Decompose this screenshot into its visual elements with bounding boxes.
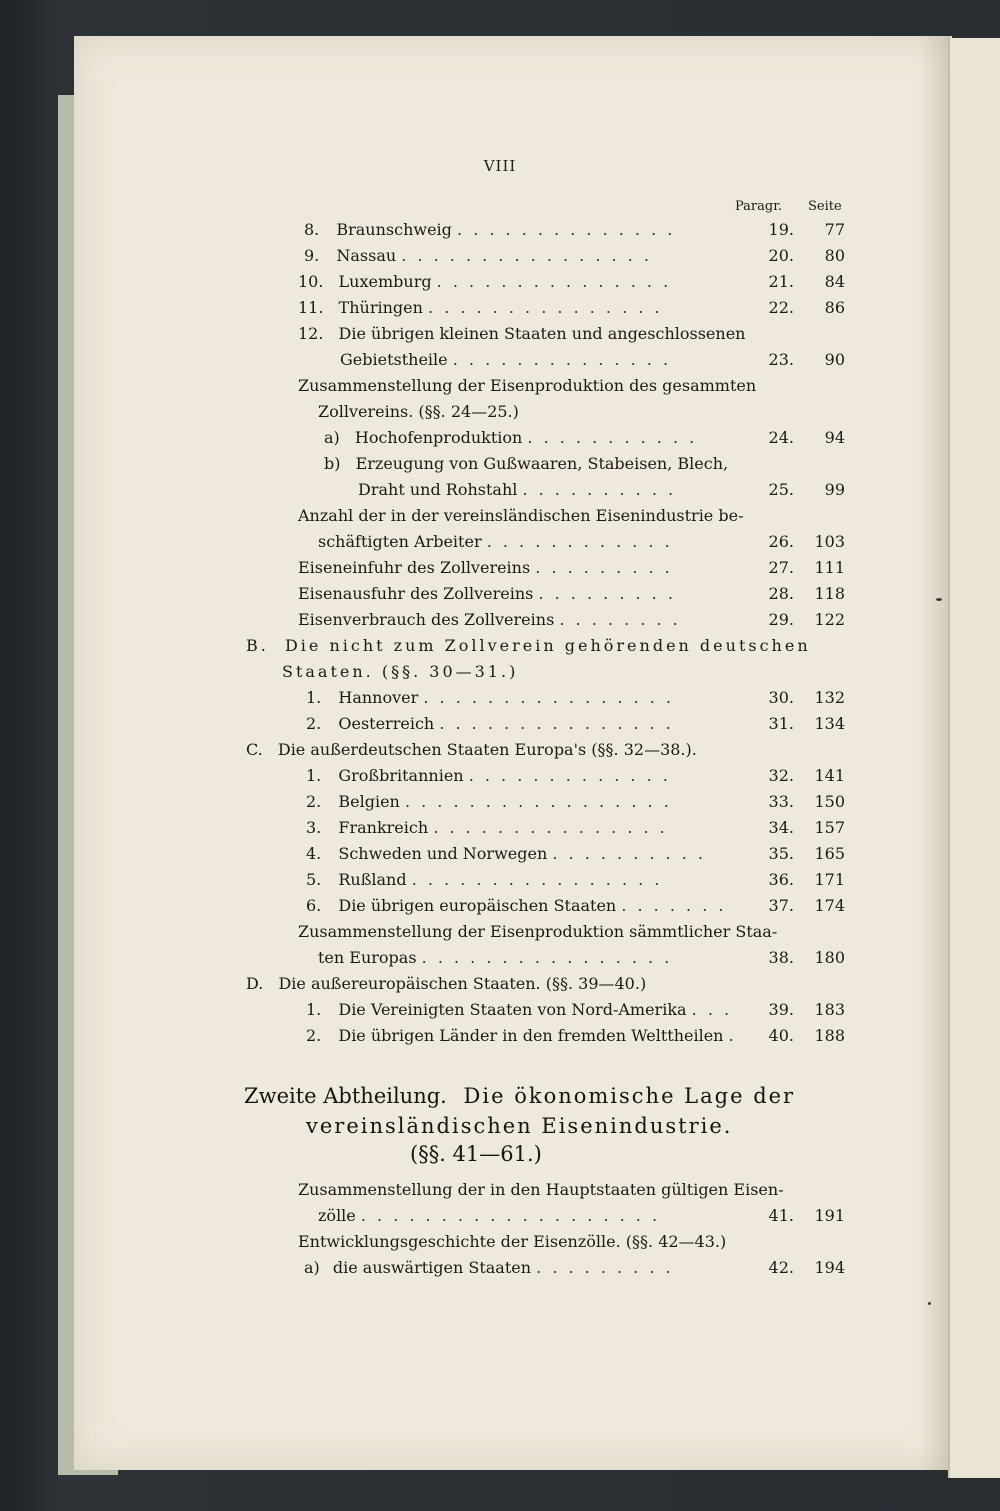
section-label: D. — [246, 974, 264, 993]
entry-text: Hannover — [338, 688, 419, 707]
entry-text: Die übrigen Länder in den fremden Welttheilen — [338, 1026, 724, 1045]
toc-entry — [298, 322, 745, 346]
entry-dots: . . . . . . . . . . . . — [486, 532, 673, 551]
toc-entry — [306, 764, 671, 788]
entry-text: ten Europas — [318, 948, 417, 967]
entry-paragraph: 19. — [768, 220, 794, 239]
entry-text: Thüringen — [338, 298, 423, 317]
entry-text: Eisenverbrauch des Zollvereins — [298, 610, 555, 629]
entry-paragraph: 35. — [768, 844, 794, 863]
toc-entry — [304, 1256, 674, 1280]
entry-text: Zusammenstellung der Eisenproduktion sämmtlicher Staa- — [298, 922, 778, 941]
entry-text: Großbritannien — [338, 766, 464, 785]
entry-label: 3. — [306, 818, 322, 837]
entry-dots: . . . . . . . . . . — [552, 844, 706, 863]
entry-dots: . . . . . . . — [621, 896, 727, 915]
entry-paragraph: 39. — [768, 1000, 794, 1019]
toc-entry — [306, 712, 674, 736]
entry-text: Zusammenstellung der Eisenproduktion des gesammten — [298, 376, 757, 395]
entry-page: 141 — [814, 766, 845, 785]
entry-text: Die nicht zum Zollverein gehörenden deutschen — [284, 636, 811, 655]
entry-dots: . . . — [691, 1000, 733, 1019]
entry-page: 157 — [814, 818, 845, 837]
entry-dots: . . . . . . . . . . . . . . . . — [421, 948, 673, 967]
toc-entry — [318, 946, 672, 970]
toc-entry — [298, 504, 743, 528]
entry-text: Eisenausfuhr des Zollvereins — [298, 584, 534, 603]
toc-section-heading — [246, 972, 646, 996]
entry-page: 77 — [824, 220, 845, 239]
entry-text: Die Vereinigten Staaten von Nord-Amerika — [338, 1000, 687, 1019]
entry-text: Draht und Rohstahl — [358, 480, 518, 499]
toc-entry — [298, 920, 777, 944]
toc-entry — [358, 478, 676, 502]
entry-paragraph: 24. — [768, 428, 794, 447]
paper-speck — [928, 1302, 931, 1305]
entry-dots: . . . . . . . . . . . . . . . . . . . — [360, 1206, 661, 1225]
entry-page: 122 — [814, 610, 845, 629]
toc-entry — [298, 296, 663, 320]
section-label: C. — [246, 740, 263, 759]
entry-page: 183 — [814, 1000, 845, 1019]
entry-page: 132 — [814, 688, 845, 707]
entry-dots: . . . . . . . . . — [535, 558, 673, 577]
entry-paragraph: 26. — [768, 532, 794, 551]
entry-dots: . . . . . . . . . . . . . . . — [433, 818, 668, 837]
entry-text: Die übrigen kleinen Staaten und angeschlossenen — [338, 324, 746, 343]
toc-entry — [306, 894, 726, 918]
entry-label: a) — [324, 428, 340, 447]
column-header-page: Seite — [808, 199, 842, 214]
entry-paragraph: 30. — [768, 688, 794, 707]
entry-label: 12. — [298, 324, 324, 343]
entry-page: 103 — [814, 532, 845, 551]
section-heading-line3: (§§. 41—61.) — [410, 1142, 542, 1166]
toc-entry — [298, 270, 671, 294]
toc-entry — [306, 1024, 737, 1048]
entry-paragraph: 25. — [768, 480, 794, 499]
entry-text: Gebietstheile — [340, 350, 448, 369]
entry-paragraph: 29. — [768, 610, 794, 629]
entry-page: 194 — [814, 1258, 845, 1277]
entry-paragraph: 22. — [768, 298, 794, 317]
section-heading-line2: vereinsländischen Eisenindustrie. — [306, 1114, 733, 1138]
entry-page: 99 — [824, 480, 845, 499]
toc-entry — [298, 1230, 726, 1254]
entry-text: Nassau — [336, 246, 397, 265]
entry-label: 11. — [298, 298, 324, 317]
entry-paragraph: 27. — [768, 558, 794, 577]
entry-dots: . — [728, 1026, 737, 1045]
entry-paragraph: 42. — [768, 1258, 794, 1277]
toc-entry — [298, 608, 681, 632]
entry-text: Die außereuropäischen Staaten. (§§. 39—40.) — [278, 974, 647, 993]
entry-page: 150 — [814, 792, 845, 811]
entry-dots: . . . . . . . . . . . . . . . — [439, 714, 674, 733]
section-heading-part-a: Zweite Abtheilung. — [244, 1084, 447, 1108]
entry-page: 90 — [824, 350, 845, 369]
entry-paragraph: 36. — [768, 870, 794, 889]
entry-paragraph: 20. — [768, 246, 794, 265]
entry-label: 1. — [306, 766, 322, 785]
toc-entry — [306, 816, 668, 840]
entry-label: 9. — [304, 246, 320, 265]
toc-entry — [282, 660, 518, 684]
entry-page: 171 — [814, 870, 845, 889]
entry-label: 6. — [306, 896, 322, 915]
section-heading-line1 — [244, 1084, 795, 1108]
entry-paragraph: 31. — [768, 714, 794, 733]
entry-text: zölle — [318, 1206, 356, 1225]
entry-text: Rußland — [338, 870, 407, 889]
section-label: B. — [246, 636, 269, 655]
entry-paragraph: 38. — [768, 948, 794, 967]
entry-page: 191 — [814, 1206, 845, 1225]
entry-label: b) — [324, 454, 341, 473]
toc-entry — [306, 686, 674, 710]
entry-page: 111 — [814, 558, 845, 577]
toc-entry — [306, 842, 706, 866]
column-header-paragraph: Paragr. — [735, 199, 783, 214]
entry-page: 188 — [814, 1026, 845, 1045]
entry-text: Staaten. (§§. 30—31.) — [282, 662, 519, 681]
entry-dots: . . . . . . . . . . . . . — [468, 766, 671, 785]
entry-dots: . . . . . . . . . . . . . . . . . — [404, 792, 672, 811]
entry-dots: . . . . . . . . . — [536, 1258, 674, 1277]
entry-page: 180 — [814, 948, 845, 967]
entry-text: Zusammenstellung der in den Hauptstaaten gültigen Eisen- — [298, 1180, 784, 1199]
entry-paragraph: 21. — [768, 272, 794, 291]
entry-paragraph: 37. — [768, 896, 794, 915]
entry-dots: . . . . . . . . . . . . . . . . — [411, 870, 663, 889]
entry-dots: . . . . . . . . . . . . . . — [457, 220, 676, 239]
toc-entry — [318, 1204, 660, 1228]
entry-page: 165 — [814, 844, 845, 863]
toc-entry — [298, 1178, 784, 1202]
entry-text: Schweden und Norwegen — [338, 844, 548, 863]
entry-text: die auswärtigen Staaten — [332, 1258, 532, 1277]
entry-text: schäftigten Arbeiter — [318, 532, 482, 551]
entry-label: 2. — [306, 1026, 322, 1045]
entry-text: Erzeugung von Gußwaaren, Stabeisen, Blech, — [355, 454, 729, 473]
entry-text: Frankreich — [338, 818, 429, 837]
entry-paragraph: 40. — [768, 1026, 794, 1045]
entry-page: 84 — [824, 272, 845, 291]
entry-paragraph: 34. — [768, 818, 794, 837]
entry-paragraph: 33. — [768, 792, 794, 811]
toc-entry — [298, 374, 756, 398]
toc-entry — [304, 218, 675, 242]
entry-text: Belgien — [338, 792, 400, 811]
toc-entry — [304, 244, 652, 268]
entry-label: 10. — [298, 272, 324, 291]
entry-dots: . . . . . . . . . . . — [527, 428, 698, 447]
entry-label: 8. — [304, 220, 320, 239]
entry-label: a) — [304, 1258, 320, 1277]
entry-dots: . . . . . . . . . . . . . . — [452, 350, 672, 369]
toc-section-heading — [246, 634, 811, 658]
entry-label: 1. — [306, 1000, 322, 1019]
entry-text: Eiseneinfuhr des Zollvereins — [298, 558, 531, 577]
toc-section-heading — [246, 738, 697, 762]
toc-entry — [298, 556, 673, 580]
entry-dots: . . . . . . . . . . . . . . . . — [401, 246, 652, 265]
entry-text: Zollvereins. (§§. 24—25.) — [318, 402, 519, 421]
page-number: VIII — [483, 157, 517, 175]
entry-page: 174 — [814, 896, 845, 915]
entry-label: 1. — [306, 688, 322, 707]
entry-paragraph: 23. — [768, 350, 794, 369]
entry-label: 2. — [306, 792, 322, 811]
entry-text: Hochofenproduktion — [354, 428, 523, 447]
entry-dots: . . . . . . . . . . . . . . . — [436, 272, 672, 291]
toc-entry — [318, 530, 673, 554]
entry-dots: . . . . . . . . — [559, 610, 681, 629]
toc-entry — [306, 868, 662, 892]
entry-paragraph: 32. — [768, 766, 794, 785]
entry-label: 2. — [306, 714, 322, 733]
entry-page: 134 — [814, 714, 845, 733]
entry-text: Entwicklungsgeschichte der Eisenzölle. (§§. 42—43.) — [298, 1232, 727, 1251]
paper-speck — [936, 598, 942, 601]
toc-entry — [324, 452, 728, 476]
entry-text: Die übrigen europäischen Staaten — [338, 896, 617, 915]
entry-page: 94 — [824, 428, 845, 447]
entry-paragraph: 28. — [768, 584, 794, 603]
entry-text: Die außerdeutschen Staaten Europa's (§§. 32—38.). — [277, 740, 697, 759]
entry-page: 118 — [814, 584, 845, 603]
toc-entry — [340, 348, 671, 372]
section-heading-part-b: Die ökonomische Lage der — [463, 1084, 796, 1108]
toc-entry — [306, 998, 732, 1022]
entry-paragraph: 41. — [768, 1206, 794, 1225]
entry-dots: . . . . . . . . . . — [522, 480, 677, 499]
entry-label: 4. — [306, 844, 322, 863]
entry-text: Braunschweig — [336, 220, 452, 239]
entry-text: Oesterreich — [338, 714, 435, 733]
entry-dots: . . . . . . . . . . . . . . . — [428, 298, 663, 317]
entry-dots: . . . . . . . . . . . . . . . . — [423, 688, 675, 707]
entry-label: 5. — [306, 870, 322, 889]
toc-entry — [318, 400, 519, 424]
entry-dots: . . . . . . . . . — [538, 584, 676, 603]
toc-entry — [306, 790, 672, 814]
toc-entry — [324, 426, 697, 450]
entry-page: 80 — [824, 246, 845, 265]
entry-page: 86 — [824, 298, 845, 317]
entry-text: Anzahl der in der vereinsländischen Eisenindustrie be- — [298, 506, 744, 525]
entry-text: Luxemburg — [338, 272, 432, 291]
toc-entry — [298, 582, 676, 606]
